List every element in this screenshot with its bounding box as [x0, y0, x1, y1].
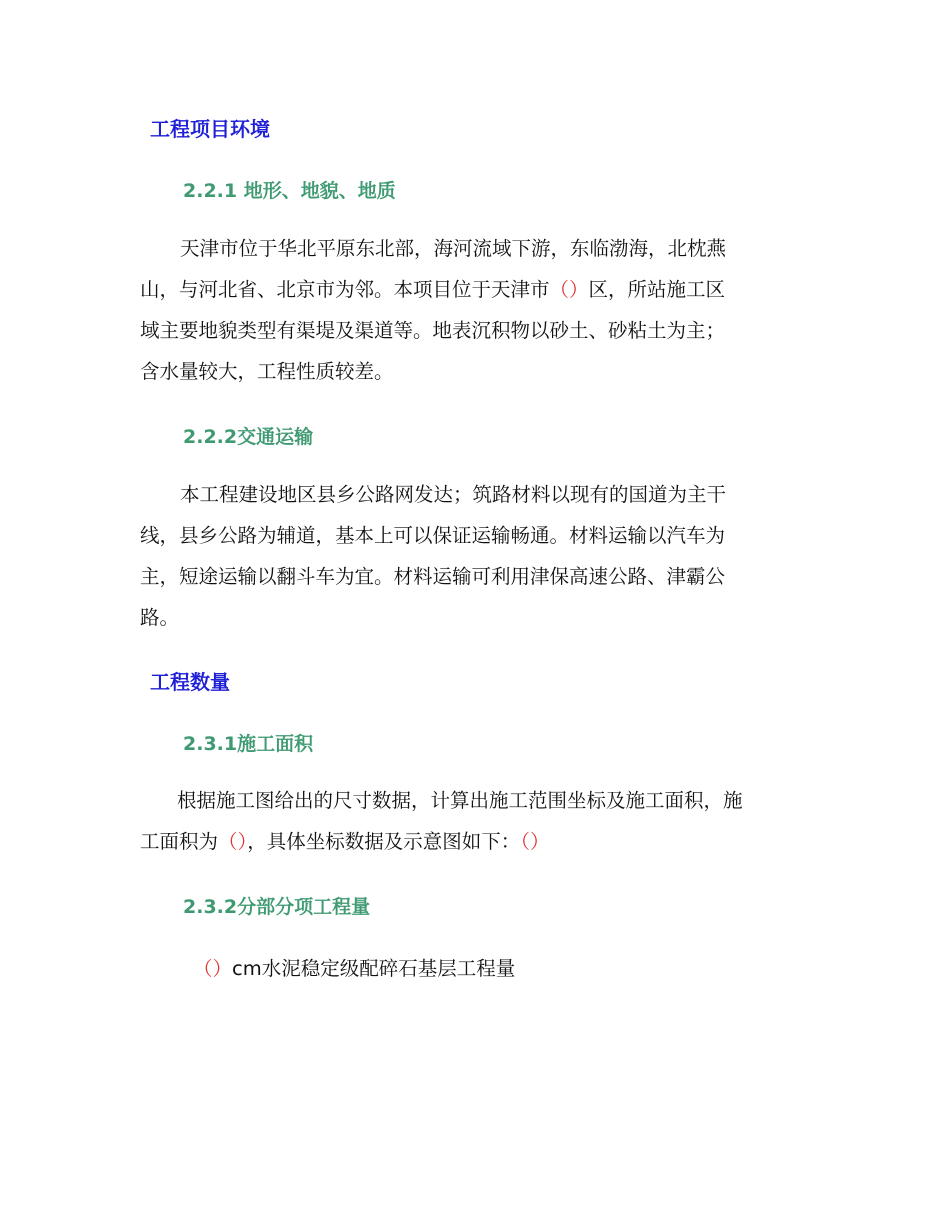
section-title-environment: 工程项目环境: [150, 117, 270, 141]
subsection-title-area: 2.3.1施工面积: [183, 733, 314, 755]
paragraph-line: 域主要地貌类型有渠堤及渠道等。地表沉积物以砂土、砂粘土为主；: [140, 319, 726, 342]
paragraph-line: [140, 821, 812, 862]
text-span: 工面积为: [140, 830, 219, 853]
paragraph-line: 路。: [140, 606, 180, 629]
subsection-title-terrain: 2.2.1 地形、地貌、地质: [183, 180, 396, 202]
paragraph-transport: [140, 474, 812, 638]
paragraph-area: [140, 780, 812, 862]
quantity-item: [193, 953, 515, 981]
subsection-title-transport: 2.2.2交通运输: [183, 426, 314, 448]
paragraph-terrain: [140, 228, 812, 392]
text-span: 山，与河北省、北京市为邻。本项目位于天津市: [140, 278, 550, 301]
paragraph-line: [140, 269, 812, 310]
section-title-quantity: 工程数量: [150, 670, 230, 694]
blank-placeholder: （）: [520, 830, 550, 853]
paragraph-line: 本工程建设地区县乡公路网发达；筑路材料以现有的国道为主干: [180, 483, 727, 506]
paragraph-line: 主，短途运输以翻斗车为宜。材料运输可利用津保高速公路、津霸公: [140, 565, 726, 588]
text-span: 区，所站施工区: [588, 278, 726, 301]
blank-placeholder: （）: [193, 957, 233, 980]
blank-placeholder: （）: [549, 278, 589, 301]
paragraph-line: 天津市位于华北平原东北部，海河流域下游，东临渤海，北枕燕: [180, 237, 727, 260]
paragraph-line: 根据施工图给出的尺寸数据，计算出施工范围坐标及施工面积，施: [177, 789, 743, 812]
blank-placeholder: （）: [218, 830, 248, 853]
paragraph-line: 线，县乡公路为辅道，基本上可以保证运输畅通。材料运输以汽车为: [140, 524, 726, 547]
paragraph-line: 含水量较大，工程性质较差。: [140, 360, 394, 383]
text-span: ，具体坐标数据及示意图如下：: [247, 830, 521, 853]
subsection-title-itemized: 2.3.2分部分项工程量: [183, 896, 371, 918]
text-span: cm水泥稳定级配碎石基层工程量: [232, 957, 516, 980]
